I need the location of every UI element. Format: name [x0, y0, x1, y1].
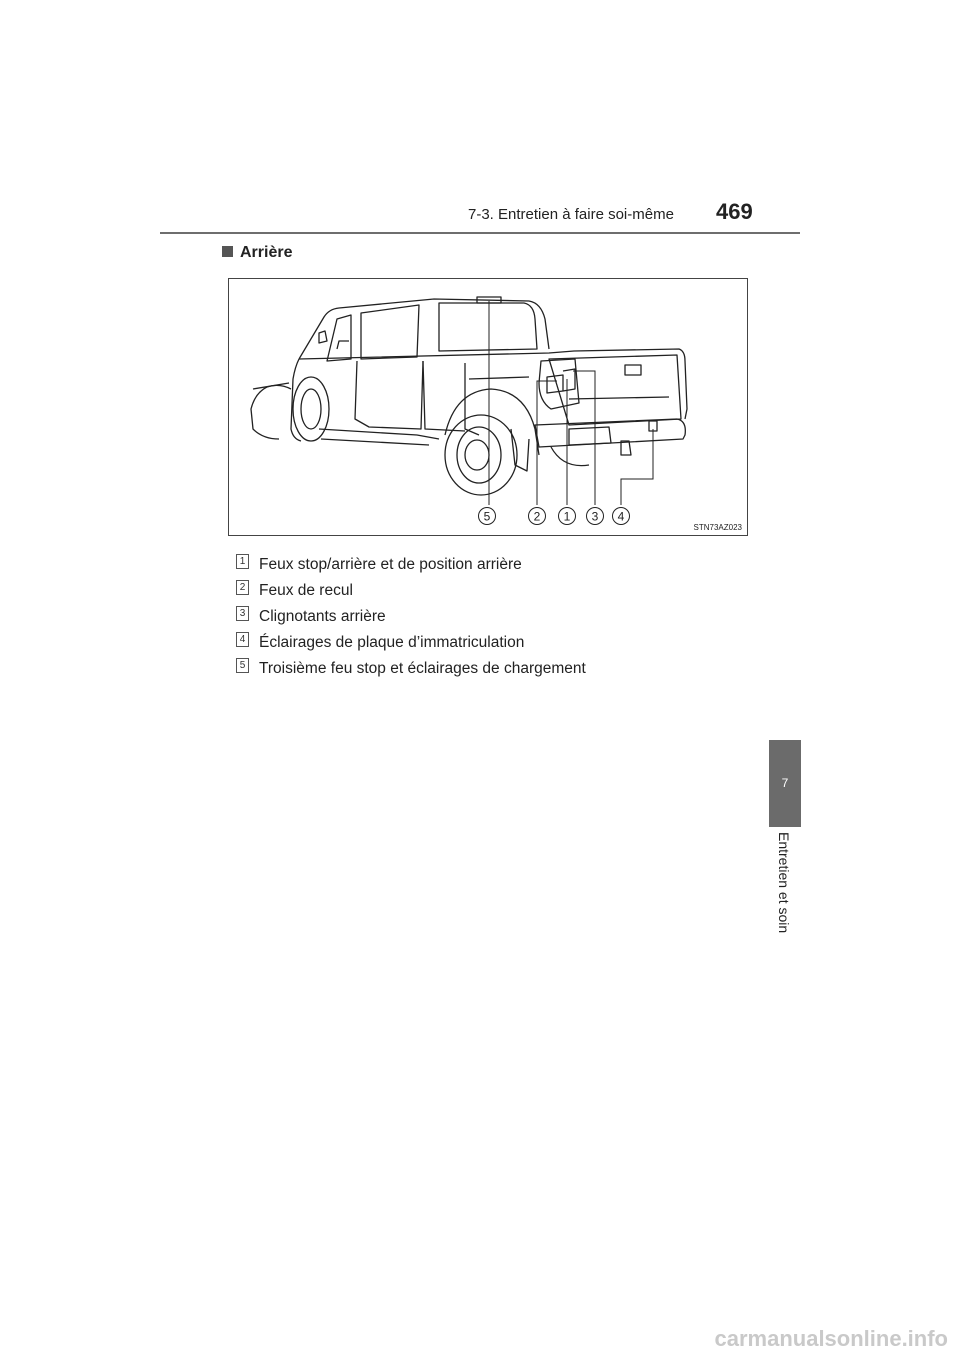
truck-drawing — [229, 279, 749, 537]
legend-text: Troisième feu stop et éclairages de chargement — [259, 660, 586, 677]
watermark: carmanualsonline.info — [714, 1326, 948, 1351]
legend-number: 5 — [236, 658, 249, 673]
legend-text: Clignotants arrière — [259, 608, 386, 625]
figure-code: STN73AZ023 — [693, 523, 742, 532]
legend-number: 2 — [236, 580, 249, 595]
callout-label: 4 — [617, 509, 625, 524]
page-number: 469 — [716, 199, 753, 224]
legend-number: 4 — [236, 632, 249, 647]
legend-item — [236, 580, 586, 606]
legend-item — [236, 658, 586, 684]
legend-number: 1 — [236, 554, 249, 569]
chapter-number: 7 — [781, 776, 789, 790]
callout-label: 3 — [591, 509, 599, 524]
truck-rear-illustration — [228, 278, 748, 536]
running-header: 7-3. Entretien à faire soi-même — [468, 206, 674, 223]
callout-circles — [479, 508, 630, 525]
legend-text: Éclairages de plaque d’immatriculation — [259, 634, 525, 651]
section-title-text: Arrière — [240, 244, 293, 261]
callout-label: 2 — [533, 509, 541, 524]
callout-label: 1 — [563, 509, 571, 524]
callout-label: 5 — [483, 509, 491, 524]
legend-list — [236, 554, 586, 684]
legend-item — [236, 632, 586, 658]
section-title — [222, 244, 292, 262]
square-bullet-icon — [222, 246, 233, 257]
chapter-tab — [769, 740, 801, 827]
legend-item — [236, 606, 586, 632]
legend-item — [236, 554, 586, 580]
legend-text: Feux de recul — [259, 582, 353, 599]
chapter-label: Entretien et soin — [776, 832, 792, 934]
legend-number: 3 — [236, 606, 249, 621]
header-divider — [160, 232, 800, 234]
legend-text: Feux stop/arrière et de position arrière — [259, 556, 522, 573]
